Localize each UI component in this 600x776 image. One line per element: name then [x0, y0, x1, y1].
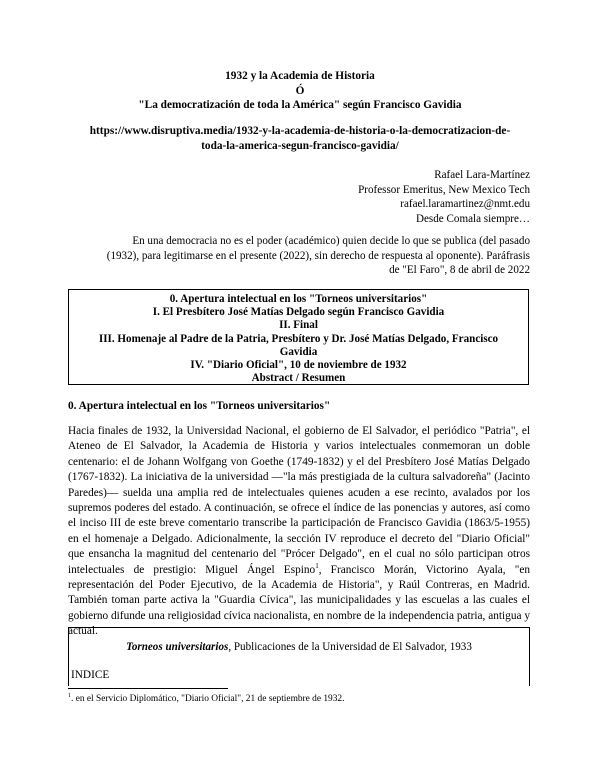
- footnote: [68, 693, 344, 704]
- epigraph-line-2: (1932), para legitimarse en el presente (2022), sin derecho de respuesta al oponente). Paráfrasis: [106, 249, 530, 262]
- toc-item: Abstract / Resumen: [251, 372, 346, 385]
- reference-title-rest: , Publicaciones de la Universidad de El Salvador, 1933: [228, 641, 472, 653]
- epigraph: [68, 234, 530, 278]
- title-line-1: 1932 y la Academia de Historia: [225, 70, 375, 82]
- toc-item: I. El Presbítero José Matías Delgado según Francisco Gavidia: [152, 306, 445, 319]
- author-block: [230, 168, 530, 226]
- author-name: Rafael Lara-Martínez: [434, 169, 530, 181]
- author-place: Desde Comala siempre…: [416, 212, 530, 225]
- paragraph-text-part-2: , Francisco Morán, Victorino Ayala, "en representación del Poder Ejecutivo, de la Academia de Historia", y Raúl Contreras, en Madrid. También toman parte activa la "Guardia Cívica", las municipalidades y las escuelas a las cuales el gobierno difunde una religiosidad cívica nacionalista, en nombre de la independencia patria, antigua y actual.: [68, 563, 530, 638]
- footnote-text: . en el Servicio Diplomático, "Diario Oficial", 21 de septiembre de 1932.: [71, 694, 345, 705]
- reference-title-italic: Torneos universitarios: [126, 641, 229, 653]
- toc-item: Gavidia: [279, 345, 318, 358]
- toc-item: II. Final: [279, 319, 318, 332]
- footnote-divider: [68, 688, 228, 689]
- paragraph-text-part-1: Hacia finales de 1932, la Universidad Nacional, el gobierno de El Salvador, el periódico "Patria", el Ateneo de El Salvador, la Academia de Historia y varios intelectuales conmemoran un doble centenario: el de Johann Wolfgang von Goethe (1749-1832) y el del Presbítero José Matías Delgado (1767-1832). La iniciativa de la universidad —"la más prestigiada de la cultura salvadoreña" (Jacinto Paredes)— suelda una amplia red de intelectuales quienes acuden a ese recinto, avalados por los supremos poderes del estado. A continuación, se ofrece el índice de las ponencias y autores, así como el inciso III de este breve comentario transcribe la participación de Francisco Gavidia (1863/5-1955) en el homenaje a Delgado. Adicionalmente, la sección IV reproduce el decreto del "Diario Oficial" que ensancha la magnitud del centenario del "Prócer Delgado", en el cual no sólo participan otros intelectuales de prestigio: Miguel Ángel Espino: [68, 425, 530, 576]
- toc-item: III. Homenaje al Padre de la Patria, Presbítero y Dr. José Matías Delgado, Francisco: [98, 332, 499, 345]
- reference-box: [68, 627, 530, 686]
- reference-indice: INDICE: [71, 669, 110, 681]
- table-of-contents: [68, 289, 529, 385]
- footnote-number: 1: [68, 693, 71, 699]
- document-title: [60, 69, 540, 113]
- reference-title: [69, 641, 529, 653]
- toc-item: IV. "Diario Oficial", 10 de noviembre de 1932: [190, 359, 407, 372]
- url-line-1[interactable]: https://www.disruptiva.media/1932-y-la-academia-de-historia-o-la-democratizacion-de-: [89, 125, 511, 137]
- section-heading: 0. Apertura intelectual en los "Torneos universitarios": [68, 400, 331, 412]
- source-url[interactable]: [60, 124, 540, 153]
- epigraph-line-1: En una democracia no es el poder (académico) quien decide lo que se publica (del pasado: [132, 235, 530, 247]
- url-line-2[interactable]: toda-la-america-segun-francisco-gavidia/: [201, 139, 399, 152]
- title-line-2: Ó: [295, 84, 305, 97]
- body-paragraph: [68, 424, 530, 640]
- epigraph-line-3: de "El Faro", 8 de abril de 2022: [389, 264, 530, 276]
- footnote-reference[interactable]: 1: [315, 561, 319, 570]
- toc-item: 0. Apertura intelectual en los "Torneos universitarios": [169, 293, 428, 305]
- title-line-3: "La democratización de toda la América" según Francisco Gavidia: [138, 99, 462, 111]
- author-email[interactable]: rafael.laramartinez@nmt.edu: [400, 198, 530, 210]
- author-position: Professor Emeritus, New Mexico Tech: [358, 183, 530, 196]
